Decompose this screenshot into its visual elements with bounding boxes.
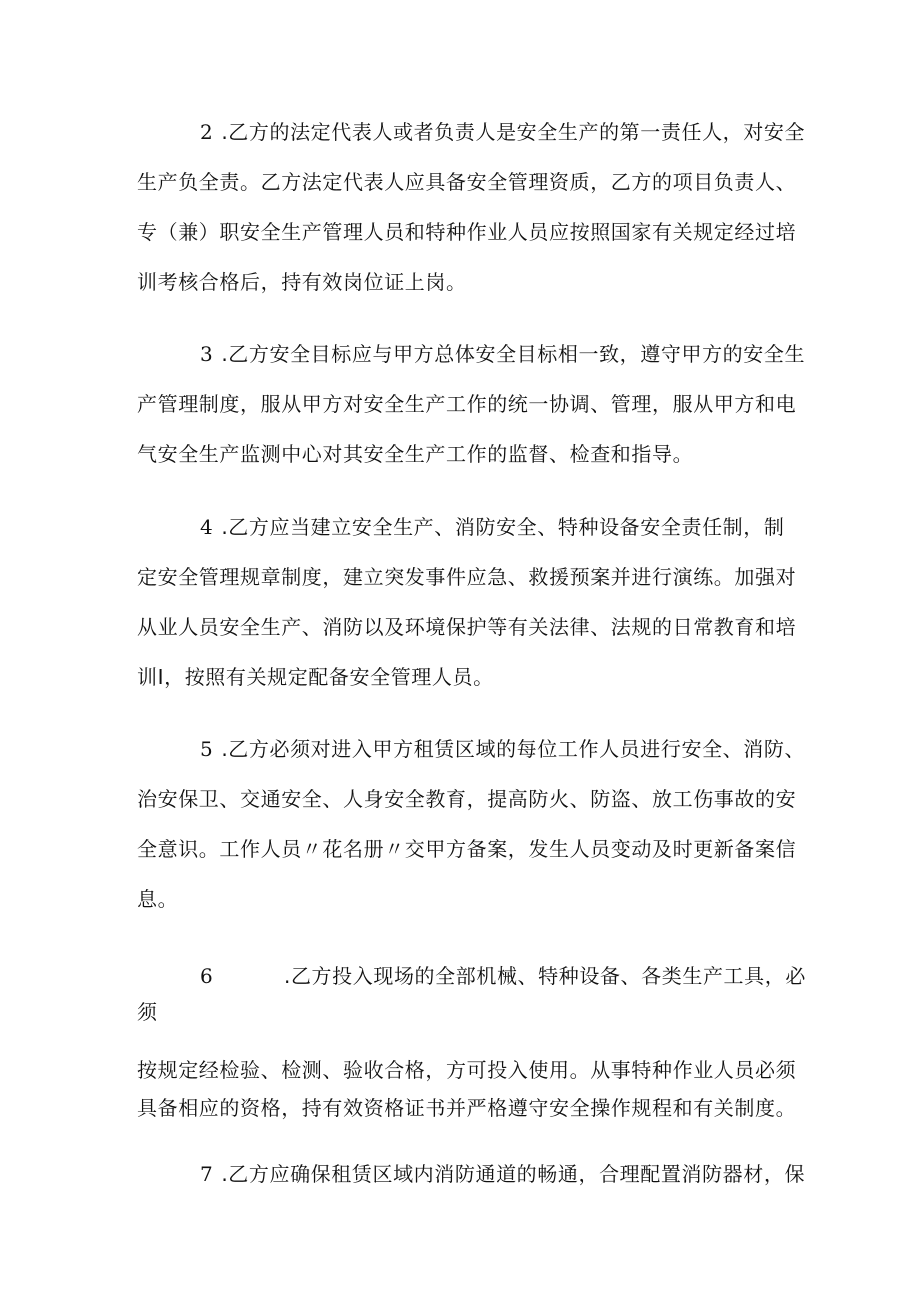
clause-6-line-2: 须 [137,1000,158,1024]
clause-4-line-3: 从业人员安全生产、消防以及环境保护等有关法律、法规的日常教育和培 [137,615,797,639]
clause-number: 7 [200,1162,214,1186]
clause-2-line-1: 2 .乙方的法定代表人或者负责人是安全生产的第一责任人，对安全 [137,114,787,150]
clause-number: 4 [200,515,214,539]
clause-6-continued [137,994,787,1030]
clause-number: 2 [200,120,214,144]
clause-3-line-2: 产管理制度，服从甲方对安全生产工作的统一协调、管理，服从甲方和电 [137,392,797,416]
clause-number: 5 [200,737,214,761]
clause-3-line-1: 3 .乙方安全目标应与甲方总体安全目标相一致，遵守甲方的安全生 [137,336,787,372]
clause-6-body [137,1052,797,1126]
clause-4-line-4: 训I，按照有关规定配备安全管理人员。 [137,665,494,689]
clause-6-head-text: .乙方投入现场的全部机械、特种设备、各类生产工具，必 [284,964,806,988]
clause-5 [137,731,806,917]
clause-4 [137,509,797,695]
clause-6-line-4: 具备相应的资格，持有效资格证书并严格遵守安全操作规程和有关制度。 [137,1096,797,1120]
clause-5-line-4: 息。 [137,887,179,911]
clause-2-line-4: 训考核合格后，持有效岗位证上岗。 [137,270,467,294]
clause-2-line-2: 生产负全责。乙方法定代表人应具备安全管理资质，乙方的项目负责人、 [137,170,797,194]
clause-7 [137,1156,806,1192]
clause-2-line-3: 专（兼）职安全生产管理人员和特种作业人员应按照国家有关规定经过培 [137,220,797,244]
clause-5-line-2: 治安保卫、交通安全、人身安全教育，提高防火、防盗、放工伤事故的安 [137,787,797,811]
clause-5-line-3: 全意识。工作人员〃花名册〃交甲方备案，发生人员变动及时更新备案信 [137,837,797,861]
clause-number: 6 [200,964,214,988]
clause-4-line-1: 4 .乙方应当建立安全生产、消防安全、特种设备安全责任制，制 [137,509,787,545]
clause-3 [137,336,806,472]
clause-6-head [200,958,806,994]
clause-6-line-3: 按规定经检验、检测、验收合格，方可投入使用。从事特种作业人员必须 [137,1058,797,1082]
clause-3-line-3: 气安全生产监测中心对其安全生产工作的监督、检查和指导。 [137,442,694,466]
clause-7-line-1: 7 .乙方应确保租赁区域内消防通道的畅通，合理配置消防器材，保 [137,1156,787,1192]
clause-4-line-2: 定安全管理规章制度，建立突发事件应急、救援预案并进行演练。加强对 [137,565,797,589]
clause-5-line-1: 5 .乙方必须对进入甲方租赁区域的每位工作人员进行安全、消防、 [137,731,787,767]
clause-number: 3 [200,342,214,366]
clause-2 [137,114,806,300]
